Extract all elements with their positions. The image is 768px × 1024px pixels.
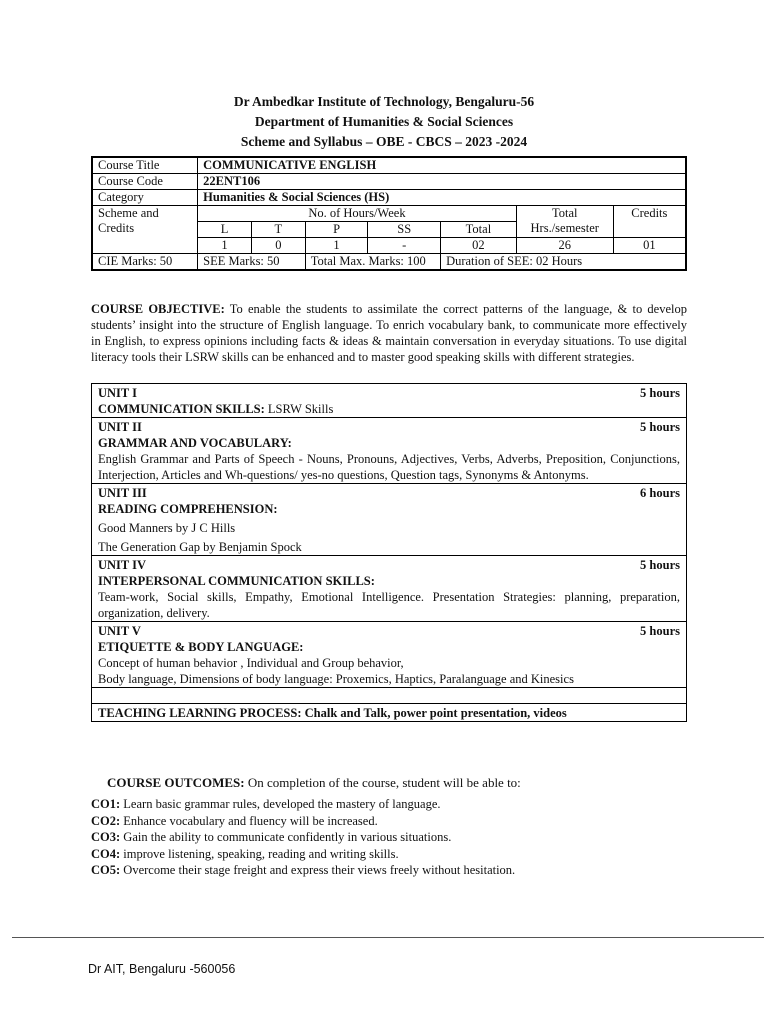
- outcomes-intro: On completion of the course, student will be able to:: [244, 775, 521, 790]
- unit-heading: [98, 573, 680, 589]
- course-objective: [91, 301, 687, 365]
- unit-cell: [92, 556, 687, 622]
- see-marks: SEE Marks: 50: [198, 254, 306, 271]
- course-code-row: [92, 174, 686, 190]
- col-ss: SS: [368, 222, 441, 238]
- footer-rule: [12, 937, 764, 938]
- total-hours-header: Total Hrs./semester: [516, 206, 613, 238]
- unit-heading: [98, 401, 680, 417]
- unit-number: UNIT III: [98, 486, 147, 500]
- credits-header: Credits: [613, 206, 686, 238]
- unit-number: UNIT IV: [98, 558, 147, 572]
- course-code-label: Course Code: [92, 174, 198, 190]
- unit-number: UNIT I: [98, 386, 138, 400]
- unit-heading-label: READING COMPREHENSION:: [98, 502, 278, 516]
- unit-header: [98, 623, 680, 639]
- unit-content-line: The Generation Gap by Benjamin Spock: [98, 540, 302, 554]
- unit-hours: 5 hours: [640, 386, 680, 400]
- unit-hours: 6 hours: [640, 486, 680, 500]
- course-info-table: [91, 156, 687, 271]
- category-label: Category: [92, 190, 198, 206]
- hours-week-header: No. of Hours/Week: [198, 206, 517, 222]
- outcome-item: [91, 813, 515, 830]
- total-max-marks: Total Max. Marks: 100: [305, 254, 440, 271]
- outcome-item: [91, 846, 515, 863]
- val-t: 0: [251, 238, 305, 254]
- unit-header: [98, 419, 680, 435]
- teaching-process: TEACHING LEARNING PROCESS: Chalk and Talk, power point presentation, videos: [92, 704, 687, 722]
- see-duration: Duration of SEE: 02 Hours: [441, 254, 686, 271]
- outcome-item: [91, 796, 515, 813]
- col-total: Total: [441, 222, 517, 238]
- unit-number: UNIT V: [98, 624, 141, 638]
- outcome-code: CO2:: [91, 813, 121, 828]
- outcome-code: CO3:: [91, 830, 121, 844]
- col-l: L: [198, 222, 252, 238]
- unit-heading-label: GRAMMAR AND VOCABULARY:: [98, 436, 292, 450]
- unit-heading-label: ETIQUETTE & BODY LANGUAGE:: [98, 640, 304, 654]
- scheme-title: Scheme and Syllabus – OBE - CBCS – 2023 -2024: [240, 134, 528, 149]
- unit-hours: 5 hours: [640, 420, 680, 434]
- outcomes-label: COURSE OUTCOMES:: [107, 775, 245, 790]
- outcome-item: [91, 862, 515, 879]
- val-l: 1: [198, 238, 252, 254]
- category-value: Humanities & Social Sciences (HS): [198, 190, 686, 206]
- unit-hours: 5 hours: [640, 558, 680, 572]
- footer-address: Dr AIT, Bengaluru -560056: [88, 962, 236, 976]
- outcome-text: Gain the ability to communicate confidently in various situations.: [120, 830, 452, 844]
- objective-label: COURSE OBJECTIVE:: [91, 302, 225, 316]
- course-title-label: Course Title: [92, 157, 198, 174]
- institute-name: Dr Ambedkar Institute of Technology, Bengaluru-56: [233, 94, 535, 109]
- val-p: 1: [305, 238, 368, 254]
- col-t: T: [251, 222, 305, 238]
- col-p: P: [305, 222, 368, 238]
- unit-hours: 5 hours: [640, 624, 680, 638]
- units-table: [91, 383, 687, 722]
- unit-content-line: Good Manners by J C Hills: [98, 521, 236, 535]
- unit-content-line: Body language, Dimensions of body language: Proxemics, Haptics, Paralanguage and Kinesics: [98, 672, 574, 686]
- unit-heading: [98, 435, 680, 451]
- val-ss: -: [368, 238, 441, 254]
- outcome-code: CO4:: [91, 846, 121, 861]
- unit-row: [92, 622, 687, 688]
- unit-row: [92, 556, 687, 622]
- outcome-text: Overcome their stage freight and express their views freely without hesitation.: [120, 863, 516, 877]
- unit-cell: [92, 384, 687, 418]
- outcome-item: [91, 829, 515, 846]
- val-credits: 01: [613, 238, 686, 254]
- unit-heading-label: COMMUNICATION SKILLS:: [98, 402, 265, 416]
- spacer-row: [92, 688, 687, 704]
- course-title-value: COMMUNICATIVE ENGLISH: [198, 157, 686, 174]
- unit-number: UNIT II: [98, 420, 142, 434]
- unit-header: [98, 485, 680, 501]
- unit-row: [92, 418, 687, 484]
- unit-content-line: English Grammar and Parts of Speech - Nouns, Pronouns, Adjectives, Verbs, Adverbs, Preposition, Conjunctions, Interjection, Articles and Wh-questions/ yes-no questions, Question tags, Synonyms & Antonyms.: [98, 452, 680, 482]
- scheme-label: Scheme and Credits: [92, 206, 198, 254]
- category-row: [92, 190, 686, 206]
- outcome-code: CO1:: [91, 797, 121, 811]
- outcome-text: Learn basic grammar rules, developed the mastery of language.: [120, 797, 441, 811]
- unit-row: [92, 384, 687, 418]
- unit-row: [92, 484, 687, 556]
- unit-content-line: Concept of human behavior , Individual and Group behavior,: [98, 656, 404, 670]
- outcome-text: Enhance vocabulary and fluency will be increased.: [120, 813, 378, 828]
- outcomes-list: [91, 796, 515, 879]
- unit-heading-inline: LSRW Skills: [264, 402, 334, 416]
- unit-heading-label: INTERPERSONAL COMMUNICATION SKILLS:: [98, 574, 375, 588]
- outcome-code: CO5:: [91, 863, 121, 877]
- course-code-value: 22ENT106: [198, 174, 686, 190]
- objective-text: To enable the students to assimilate the correct patterns of the language, & to develop students’ insight into the structure of English language. To enrich vocabulary bank, to communicate more effectively in English, to express opinions including facts & ideas & maintain conversation in everyday situations. To use digital literacy tools their LSRW skills can be enhanced and to master good speaking skills with different strategies.: [91, 302, 687, 364]
- unit-header: [98, 385, 680, 401]
- teaching-row: [92, 704, 687, 722]
- val-total: 02: [441, 238, 517, 254]
- unit-heading: [98, 639, 680, 655]
- unit-cell: [92, 622, 687, 688]
- course-title-row: [92, 157, 686, 174]
- unit-cell: [92, 418, 687, 484]
- marks-row: [92, 254, 686, 271]
- cie-marks: CIE Marks: 50: [92, 254, 198, 271]
- unit-content-line: Team-work, Social skills, Empathy, Emotional Intelligence. Presentation Strategies: planning, preparation, organization, delivery.: [98, 590, 680, 620]
- unit-heading: [98, 501, 680, 517]
- outcome-text: improve listening, speaking, reading and writing skills.: [120, 846, 399, 861]
- department-name: Department of Humanities & Social Sciences: [254, 114, 514, 129]
- unit-cell: [92, 484, 687, 556]
- val-semester: 26: [516, 238, 613, 254]
- unit-header: [98, 557, 680, 573]
- outcomes-heading: [107, 775, 521, 791]
